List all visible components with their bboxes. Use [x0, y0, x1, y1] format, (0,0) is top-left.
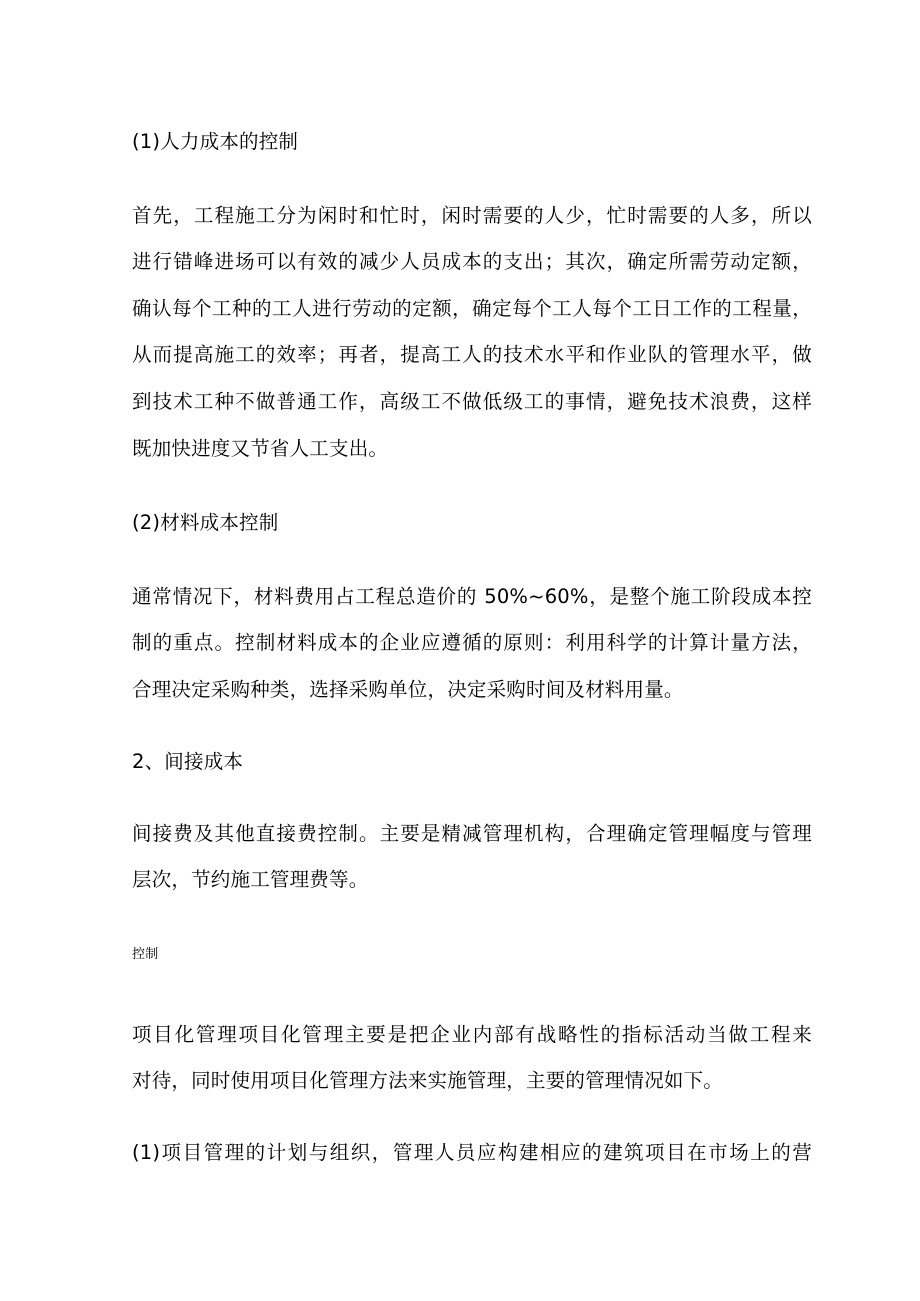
section-heading-material-cost: (2)材料成本控制 — [132, 511, 279, 534]
section-heading-labor-cost: (1)人力成本的控制 — [132, 130, 299, 153]
paragraph-line: 制的重点。控制材料成本的企业应遵循的原则：利用科学的计算计量方法， — [132, 631, 812, 654]
paragraph-line: 合理决定采购种类，选择采购单位，决定采购时间及材料用量。 — [132, 678, 684, 701]
paragraph-line: 确认每个工种的工人进行劳动的定额，确定每个工人每个工日工作的工程量， — [132, 297, 812, 320]
paragraph-line: 通常情况下，材料费用占工程总造价的 50%~60%，是整个施工阶段成本控 — [132, 585, 812, 608]
paragraph-line: 对待，同时使用项目化管理方法来实施管理，主要的管理情况如下。 — [132, 1069, 724, 1092]
small-label: 控制 — [132, 947, 159, 962]
paragraph-line: 既加快进度又节省人工支出。 — [132, 437, 389, 460]
paragraph-line: 层次，节约施工管理费等。 — [132, 868, 369, 891]
paragraph-line: 进行错峰进场可以有效的减少人员成本的支出；其次，确定所需劳动定额， — [132, 250, 812, 273]
paragraph-line: 项目化管理项目化管理主要是把企业内部有战略性的指标活动当做工程来 — [132, 1023, 812, 1046]
paragraph-line: 到技术工种不做普通工作，高级工不做低级工的事情，避免技术浪费，这样 — [132, 390, 812, 413]
paragraph-line: 首先，工程施工分为闲时和忙时，闲时需要的人少，忙时需要的人多，所以 — [132, 204, 812, 227]
section-heading-indirect-cost: 2、间接成本 — [132, 750, 244, 773]
paragraph-line: 间接费及其他直接费控制。主要是精减管理机构，合理确定管理幅度与管理 — [132, 822, 812, 845]
paragraph-line: 从而提高施工的效率；再者，提高工人的技术水平和作业队的管理水平，做 — [132, 343, 812, 366]
paragraph-line: (1)项目管理的计划与组织，管理人员应构建相应的建筑项目在市场上的营 — [132, 1141, 812, 1164]
